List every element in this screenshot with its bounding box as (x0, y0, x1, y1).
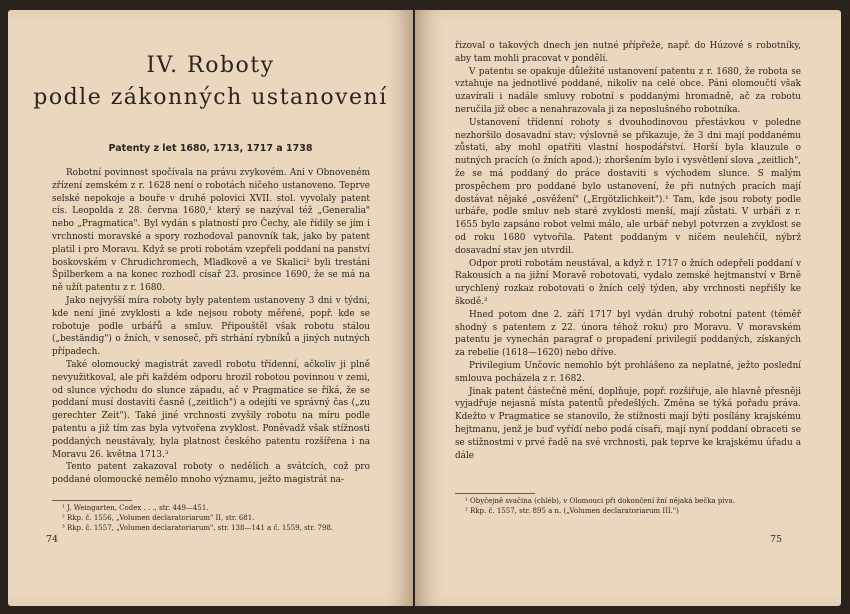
paragraph: Jako nejvyšší míra roboty byly patentem ustanoveny 3 dni v týdni, kde není jiné zvyklosti a kde nejsou roboty měřené, popř. kde se robotuje podle urbářů a smluv. Připouštěl však robotu stálou („beständig") o žních, v senoseč, při strhání rybníků a jiných nutných případech. (52, 295, 370, 358)
paragraph: Robotní povinnost spočívala na právu zvykovém. Ani v Obnoveném zřízení zemském z r. 1628 není o robotách ničeho ustanoveno. Teprve selské nepokoje a bouře v druhé polovici XVII. stol. vyvolaly patent cís. Leopolda z 28. června 1680,¹ který se nazýval též „Generalia" nebo „Pragmatica". Byl vydán s platností pro Čechy, ale řídily se jím i vrchnosti moravské a spory rozhodoval panovník tak, jako by patent platil i pro Moravu. Když se proti robotám vzepřeli poddaní na panství boskovském v Chrudichromech, Mladkově a ve Skalici² byli trestáni Špilberkem a na konec rozhodl císař 23. prosince 1690, že se má na ně užít patentu z r. 1680. (52, 168, 370, 294)
right-page (415, 10, 841, 606)
paragraph: Tento patent zakazoval roboty o nedělích a svátcích, což pro poddané olomoucké nemělo mnoho významu, ježto magistrát na- (52, 462, 370, 486)
right-body-text (455, 40, 801, 462)
page-number: 75 (770, 534, 783, 545)
paragraph: Ustanovení třídenní roboty s dvouhodinovou přestávkou v poledne nezhoršilo dosavadní stav; výslovně se přikazuje, že 3 dni mají poddanému zůstati, aby mohl opatřiti vlastní hospodářství. Horší byla klauzule o nutných pracích (o žních apod.); zhoršením bylo i vysvětlení slova „zeitlich", že se má poddaný do práce dostaviti s východem slunce. S malým prospěchem pro poddané bylo ustanovení, že při nutných pracích mají dostávat nějaké „osvěžení" („Ergötzlichkeit").¹ Tam, kde jsou roboty podle urbáře, podle smluv neb staré zvyklosti menší, mají zůstati. V urbáři z r. 1655 bylo zapsáno robot velmi málo, ale urbář nebyl potvrzen a zvyklost se od roku 1680 vytvořila. Patent poddaným v ničem neulehčil, nýbrž dosavadní stav jen utvrdil. (455, 117, 801, 256)
paragraph: Také olomoucký magistrát zavedl robotu třídenní, ačkoliv ji plně nevyužitkoval, ale při každém odporu hrozil robotou povinnou v zemi, od slunce východu do slunce západu, ač v Pragmatice se říká, že se poddaní musí dostaviti časně („zeitlich") a odejíti ve správný čas („zu gerechter Zeit"). Také jiné vrchnosti zvyšily robotu na míru podle patentu a již tím zas byla vytvořena zvyklost. Poněvadž však stížnosti poddaných neustávaly, byla platnost českého patentu rozšířena i na Moravu 26. května 1713.³ (52, 359, 370, 460)
left-body-text (52, 167, 370, 487)
footnote: ¹ Obyčejně svačina (chléb), v Olomouci při dokončení žní nějaká bečka piva. (465, 497, 735, 505)
paragraph: Odpor proti robotám neustával, a když r. 1717 o žních odepřeli poddaní v Rakousích a na jižní Moravě robotovati, vydalo zemské hejtmanství v Brně urychlený rozkaz robotovati o žních celý týden, aby vrchnosti nepřišly ke škodě.² (455, 258, 801, 307)
footnote: ³ Rkp. č. 1557, „Volumen declaratoriarum", str. 138—141 a č. 1559, str. 798. (62, 524, 334, 532)
page-number: 74 (46, 534, 59, 545)
left-footnotes (52, 503, 382, 533)
footnote: ¹ J. Weingarten, Codex . . ., str. 449—451. (62, 504, 209, 512)
chapter-subtitle: podle zákonných ustanovení (33, 85, 388, 110)
footnote-rule (52, 500, 132, 501)
paragraph: V patentu se opakuje důležité ustanovení patentu z r. 1680, že robota se vztahuje na jednotlivé poddané, nikoliv na celé obce. Páni olomoučtí však uzavírali i nadále smluvy robotní s poddanými hromadně, ač za robotu neručila již obec a nenahrazovala ji za neposlušného robotníka. (455, 66, 801, 115)
footnote-rule (455, 493, 535, 494)
chapter-title: IV. Roboty (146, 53, 275, 78)
paragraph: Hned potom dne 2. září 1717 byl vydán druhý robotní patent (téměř shodný s patentem z 22. února téhož roku) pro Moravu. V moravském patentu je vynechán paragraf o propadení privilegií poddaných, získaných za rebelie (1618—1620) nebo dříve. (455, 309, 801, 359)
section-heading: Patenty z let 1680, 1713, 1717 a 1738 (108, 143, 313, 154)
left-page (8, 10, 413, 606)
paragraph: Privilegium Unčovic nemohlo být prohlášeno za neplatné, ježto poslední smlouva pocházela z r. 1682. (455, 360, 801, 384)
footnote: ² Rkp. č. 1557, str. 895 a n. („Volumen declaratoriarum III.") (465, 507, 679, 515)
paragraph: Jinak patent částečně mění, doplňuje, popř. rozšiřuje, ale hlavně přesněji vyjadřuje nejasná místa patentů předešlých. Změna se týká pořadu práva. Kdežto v Pragmatice se stanovilo, že stížnosti mají býti posílány krajskému hejtmanu, jenž je buď vyřídí nebo podá císaři, mají nyní poddaní obraceti se se stížnostmi v prvé řadě na své vrchnosti, pak teprve ke krajskému úřadu a dále (455, 386, 801, 461)
right-footnotes (455, 496, 805, 516)
footnote: ² Rkp. č. 1556, „Volumen declaratoriarum" II, str. 681. (62, 514, 255, 522)
paragraph: řizoval o takových dnech jen nutné přípřeže, např. do Húzové s robotníky, aby tam mohli pracovat v pondělí. (455, 41, 801, 64)
